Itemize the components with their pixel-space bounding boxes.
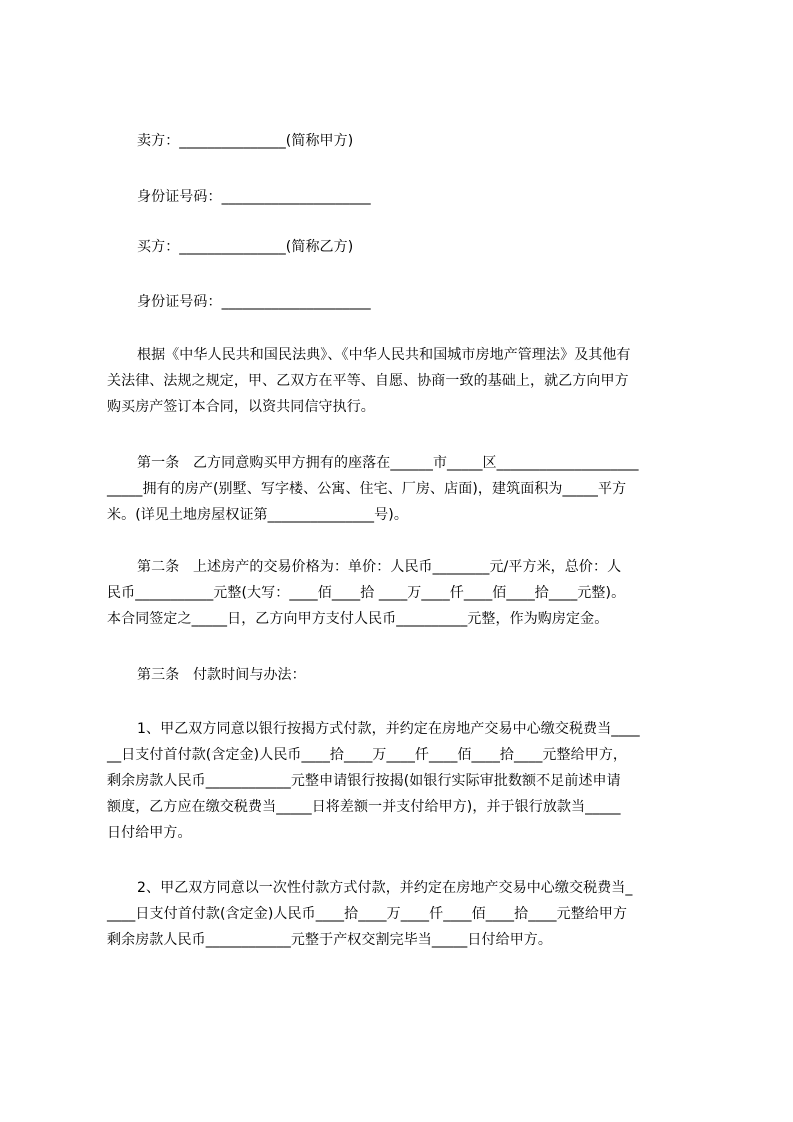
buyer-id-line: 身份证号码：_____________________ <box>137 294 371 310</box>
clause-2-line: ____日支付首付款(含定金)人民币____拾____万____仟____佰____拾____元整给甲方 <box>107 906 628 922</box>
clause-1-line: 额度，乙方应在缴交税费当_____日将差额一并支付给甲方)，并于银行放款当_____ <box>107 799 621 815</box>
article-3-title: 第三条 付款时间与办法： <box>137 667 306 683</box>
clause-1-line: 日付给甲方。 <box>107 825 192 841</box>
article-2-line: 民币___________元整(大写：____佰____拾 ____万____仟____佰____拾____元整)。 <box>107 585 626 601</box>
article-2-line: 第二条 上述房产的交易价格为：单价：人民币________元/平方米，总价：人 <box>137 559 622 575</box>
preamble-line: 关法律、法规之规定，甲、乙双方在平等、自愿、协商一致的基础上，就乙方向甲方 <box>107 373 629 389</box>
article-1-line: 第一条 乙方同意购买甲方拥有的座落在______市_____区____________________ <box>137 455 639 471</box>
article-1-line: _____拥有的房产(别墅、写字楼、公寓、住宅、厂房、店面)，建筑面积为_____平方 <box>107 481 627 497</box>
seller-line: 卖方：_______________(简称甲方) <box>137 133 354 149</box>
clause-1-line: 1、甲乙双方同意以银行按揭方式付款，并约定在房地产交易中心缴交税费当____ <box>137 721 640 737</box>
preamble-line: 根据《中华人民共和国民法典》、《中华人民共和国城市房地产管理法》及其他有 <box>137 347 631 363</box>
clause-1-line: __日支付首付款(含定金)人民币____拾____万____仟____佰____拾____元整给甲方， <box>107 747 628 763</box>
clause-2-line: 2、甲乙双方同意以一次性付款方式付款，并约定在房地产交易中心缴交税费当_ <box>137 880 633 896</box>
preamble-line: 购买房产签订本合同，以资共同信守执行。 <box>107 399 375 415</box>
clause-2-line: 剩余房款人民币____________元整于产权交割完毕当_____日付给甲方。 <box>107 932 552 948</box>
buyer-line: 买方：_______________(简称乙方) <box>137 239 354 255</box>
article-1-line: 米。(详见土地房屋权证第_______________号)。 <box>107 507 408 523</box>
seller-id-line: 身份证号码：_____________________ <box>137 189 371 205</box>
article-2-line: 本合同签定之_____日，乙方向甲方支付人民币__________元整，作为购房定金。 <box>107 611 609 627</box>
clause-1-line: 剩余房款人民币____________元整申请银行按揭(如银行实际审批数额不足前述申请 <box>107 773 621 789</box>
